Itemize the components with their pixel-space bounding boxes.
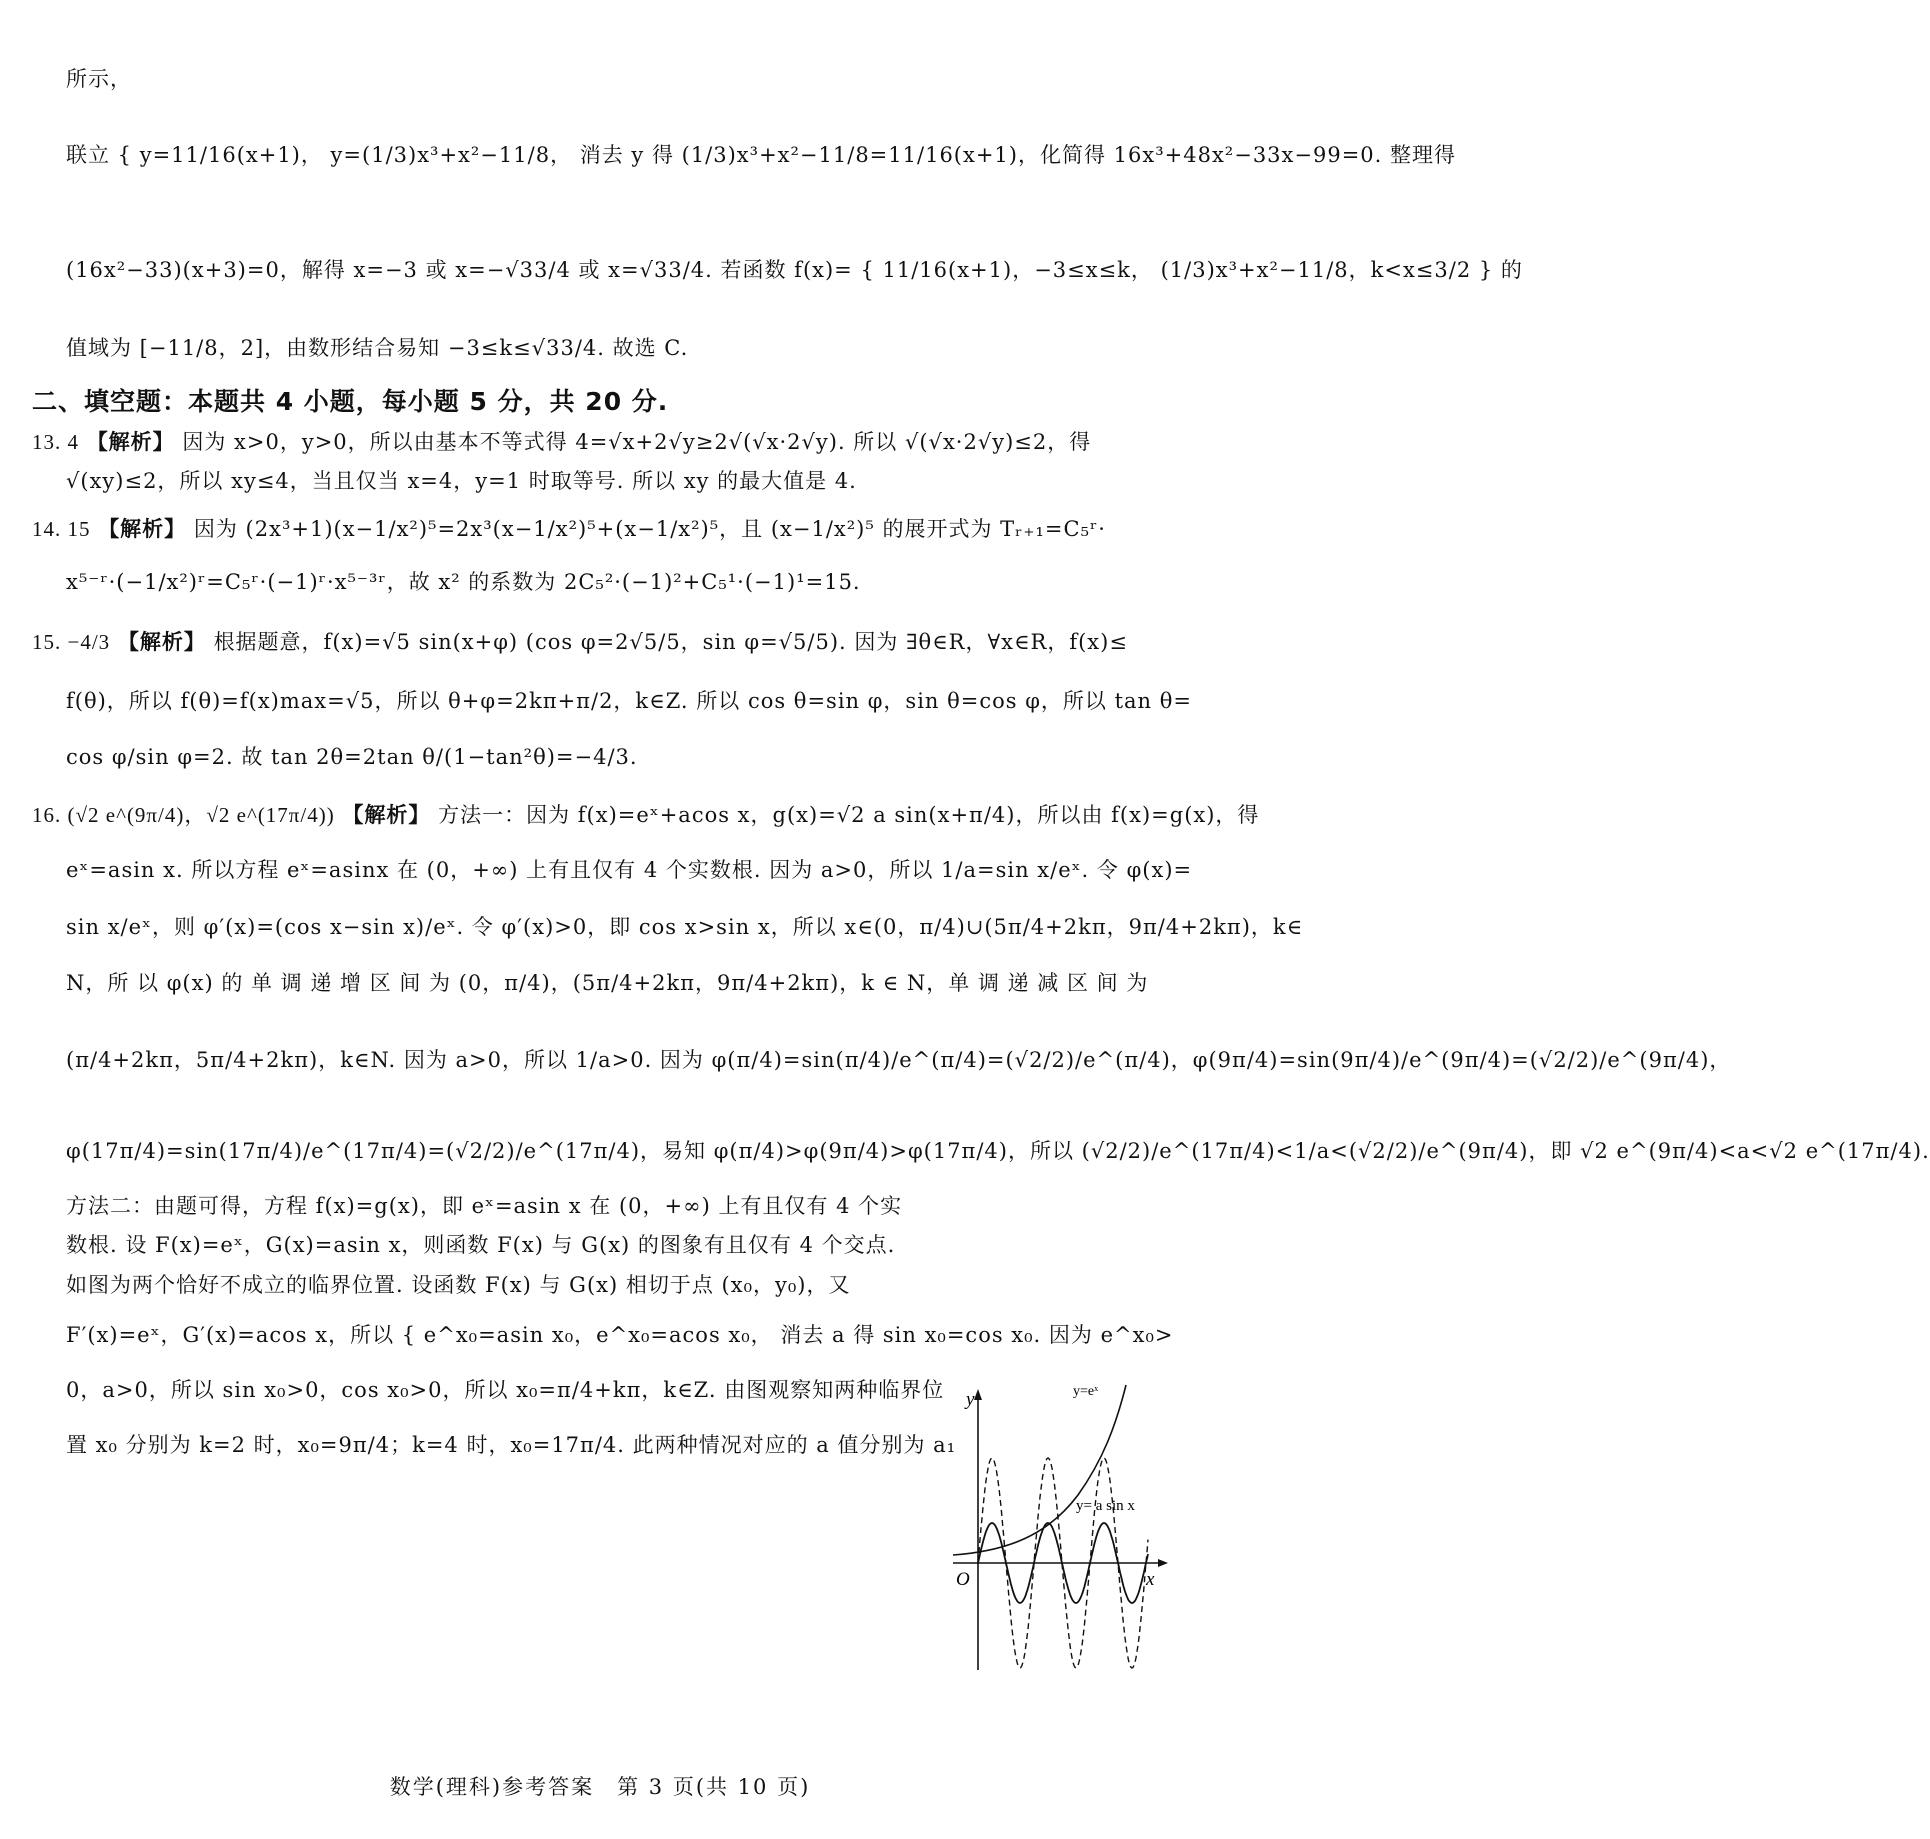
- answer-text: 方法一：因为 f(x)=eˣ+acos x，g(x)=√2 a sin(x+π/4)，所以由 f(x)=g(x)，得: [438, 803, 1260, 827]
- problem-number: 16. (√2 e^(9π/4)，√2 e^(17π/4)): [32, 803, 335, 827]
- answer-13: [32, 427, 1142, 457]
- text-line: x⁵⁻ʳ·(−1/x²)ʳ=C₅ʳ·(−1)ʳ·x⁵⁻³ʳ，故 x² 的系数为 2C₅²·(−1)²+C₅¹·(−1)¹=15.: [66, 570, 861, 594]
- text-line: 所示，: [66, 67, 132, 91]
- text-line: (π/4+2kπ，5π/4+2kπ)，k∈N. 因为 a>0，所以 1/a>0. 因为 φ(π/4)=sin(π/4)/e^(π/4)=(√2/2)/e^(π/4)，φ(9π/4)=sin(9π/4)/e^(9π/4)=(√2/2)/e^(9π/4)，: [66, 1048, 1732, 1072]
- text-line: 方法二：由题可得，方程 f(x)=g(x)，即 eˣ=asin x 在 (0，+∞) 上有且仅有 4 个实: [66, 1194, 903, 1218]
- graph-svg: [948, 1375, 1178, 1675]
- text-line: sin x/eˣ，则 φ′(x)=(cos x−sin x)/eˣ. 令 φ′(x)>0，即 cos x>sin x，所以 x∈(0，π/4)∪(5π/4+2kπ，9π/4+2kπ)，k∈: [66, 915, 1304, 939]
- x-axis-label: x: [1146, 1569, 1155, 1590]
- answer-14: [32, 514, 1142, 544]
- analysis-tag: 【解析】: [117, 630, 206, 654]
- text-line: F′(x)=eˣ，G′(x)=acos x，所以 { e^x₀=asin x₀，e^x₀=acos x₀， 消去 a 得 sin x₀=cos x₀. 因为 e^x₀>: [66, 1323, 1174, 1347]
- analysis-tag: 【解析】: [342, 803, 431, 827]
- graph-figure: [948, 1375, 1178, 1675]
- analysis-tag: 【解析】: [86, 430, 175, 454]
- answer-text: 因为 (2x³+1)(x−1/x²)⁵=2x³(x−1/x²)⁵+(x−1/x²)⁵，且 (x−1/x²)⁵ 的展开式为 Tᵣ₊₁=C₅ʳ·: [193, 517, 1106, 541]
- text-line: eˣ=asin x. 所以方程 eˣ=asinx 在 (0，+∞) 上有且仅有 4 个实数根. 因为 a>0，所以 1/a=sin x/eˣ. 令 φ(x)=: [66, 858, 1193, 882]
- text-line: 值域为 [−11/8，2]，由数形结合易知 −3≤k≤√33/4. 故选 C.: [66, 336, 689, 360]
- answer-15: [32, 627, 1142, 657]
- problem-number: 14. 15: [32, 517, 91, 541]
- x-axis-arrow: [1158, 1559, 1168, 1567]
- exp-curve: [953, 1385, 1126, 1555]
- section-heading: 二、填空题：本题共 4 小题，每小题 5 分，共 20 分.: [32, 387, 669, 416]
- answer-16: [32, 800, 1260, 830]
- answer-text: 根据题意，f(x)=√5 sin(x+φ) (cos φ=2√5/5，sin φ=√5/5). 因为 ∃θ∈R，∀x∈R，f(x)≤: [213, 630, 1128, 654]
- y-axis-arrow: [974, 1389, 982, 1400]
- text-line: f(θ)，所以 f(θ)=f(x)max=√5，所以 θ+φ=2kπ+π/2，k∈Z. 所以 cos θ=sin φ，sin θ=cos φ，所以 tan θ=: [66, 689, 1192, 713]
- problem-number: 13. 4: [32, 430, 79, 454]
- text-line: φ(17π/4)=sin(17π/4)/e^(17π/4)=(√2/2)/e^(17π/4)，易知 φ(π/4)>φ(9π/4)>φ(17π/4)，所以 (√2/2)/e^(17π/4)<1/a<(√2/2)/e^(9π/4)，即 √2 e^(9π/4)<a<√2 e^(17π/4).: [66, 1139, 1930, 1163]
- answer-text: 因为 x>0，y>0，所以由基本不等式得 4=√x+2√y≥2√(√x·2√y). 所以 √(√x·2√y)≤2，得: [182, 430, 1092, 454]
- text-line: 如图为两个恰好不成立的临界位置. 设函数 F(x) 与 G(x) 相切于点 (x₀，y₀)，又: [66, 1273, 851, 1297]
- text-line: 0，a>0，所以 sin x₀>0，cos x₀>0，所以 x₀=π/4+kπ，k∈Z. 由图观察知两种临界位: [66, 1378, 945, 1402]
- text-line: √(xy)≤2，所以 xy≤4，当且仅当 x=4，y=1 时取等号. 所以 xy 的最大值是 4.: [66, 469, 857, 493]
- problem-number: 15. −4/3: [32, 630, 111, 654]
- text-line: 置 x₀ 分别为 k=2 时，x₀=9π/4；k=4 时，x₀=17π/4. 此两种情况对应的 a 值分别为 a₁: [66, 1433, 957, 1457]
- analysis-tag: 【解析】: [98, 517, 187, 541]
- text-line: 数根. 设 F(x)=eˣ，G(x)=asin x，则函数 F(x) 与 G(x) 的图象有且仅有 4 个交点.: [66, 1233, 896, 1257]
- text-line: N，所 以 φ(x) 的 单 调 递 增 区 间 为 (0，π/4)，(5π/4+2kπ，9π/4+2kπ)，k ∈ N，单 调 递 减 区 间 为: [66, 971, 1149, 995]
- text-line: (16x²−33)(x+3)=0，解得 x=−3 或 x=−√33/4 或 x=√33/4. 若函数 f(x)= { 11/16(x+1)，−3≤x≤k， (1/3)x³+x²−11/8，k<x≤3/2 } 的: [66, 258, 1523, 282]
- page-footer: 数学(理科)参考答案 第 3 页(共 10 页): [389, 1775, 811, 1799]
- origin-label: O: [956, 1569, 970, 1590]
- sine-label: y= a sin x: [1076, 1498, 1135, 1514]
- text-line: 联立 { y=11/16(x+1)， y=(1/3)x³+x²−11/8， 消去 y 得 (1/3)x³+x²−11/8=11/16(x+1)，化简得 16x³+48x²−33x−99=0. 整理得: [66, 143, 1457, 167]
- exp-label: y=eˣ: [1073, 1384, 1099, 1399]
- text-line: cos φ/sin φ=2. 故 tan 2θ=2tan θ/(1−tan²θ)=−4/3.: [66, 745, 638, 769]
- y-axis-label: y: [966, 1389, 975, 1410]
